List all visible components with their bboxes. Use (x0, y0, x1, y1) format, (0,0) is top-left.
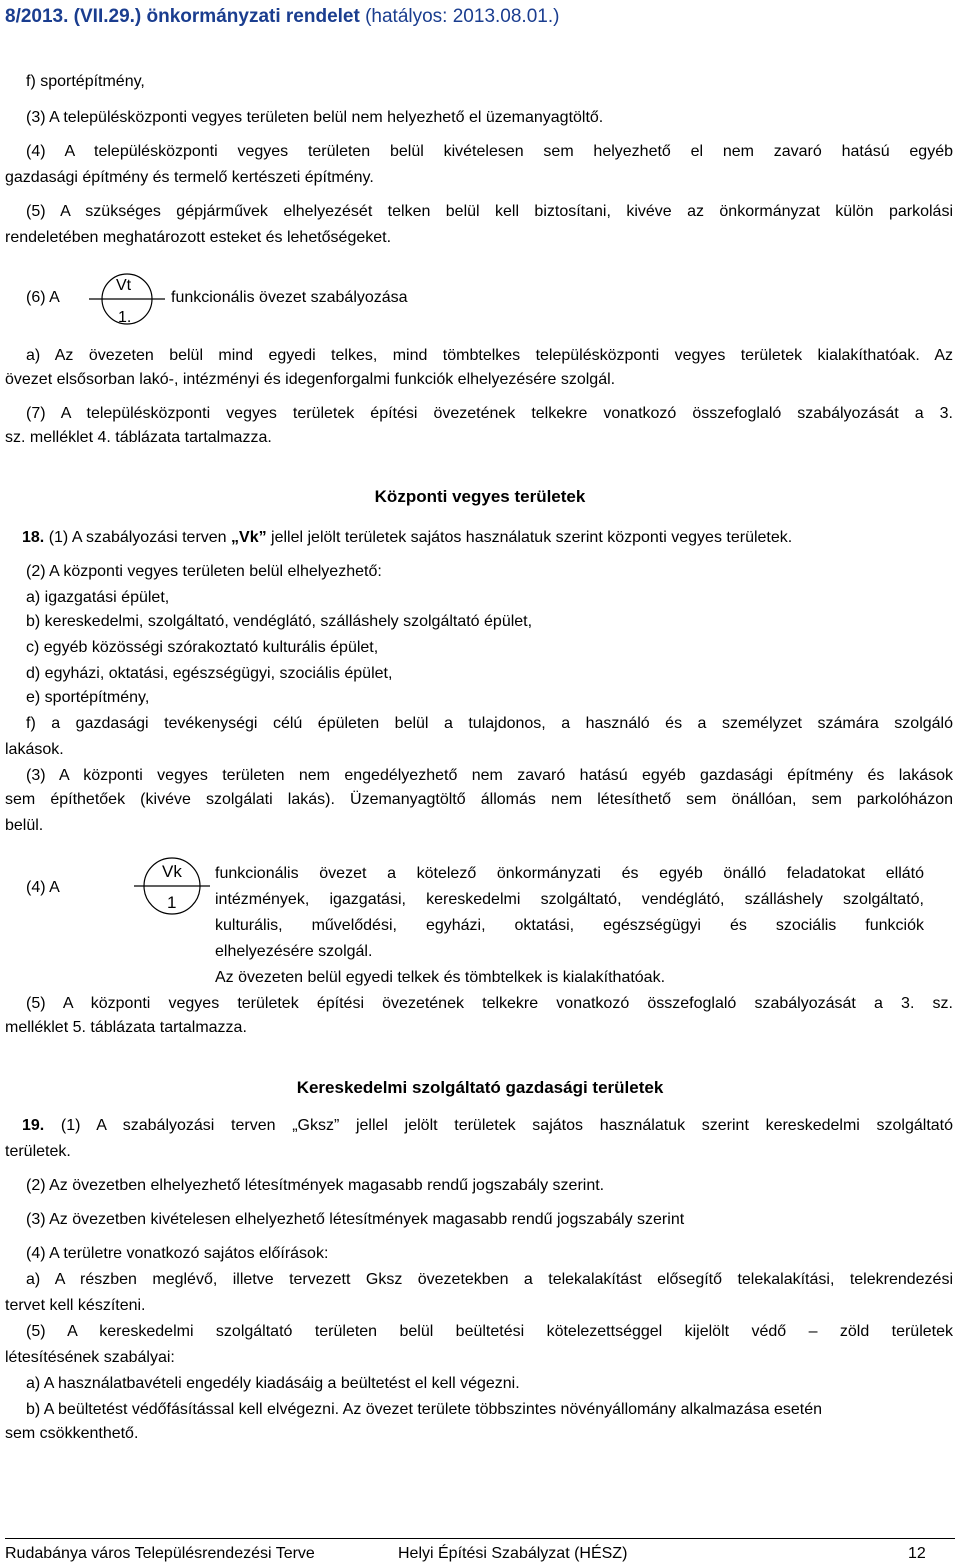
vk-paragraph-3-line1: (3) A központi vegyes területen nem engedélyezhető nem zavaró hatású egyéb gazdasági építmény és lakások (26, 767, 953, 784)
item-f-sport: f) sportépítmény, (26, 73, 145, 90)
heading-vk: Központi vegyes területek (374, 487, 586, 506)
vt-description: funkcionális övezet szabályozása (171, 289, 408, 306)
vt-a-line1: a) Az övezeten belül mind egyedi telkes, mind tömbtelkes településközponti vegyes területek kialakíthatóak. Az (26, 347, 953, 364)
vk-item-f-line2: lakások. (5, 741, 64, 758)
vk-paragraph-3-line2: sem építhetőek (kivéve szolgálati lakás). Üzemanyagtöltő állomás nem létesíthető sem önállóan, sem parkolóházon (5, 791, 953, 808)
header-validity: (hatályos: 2013.08.01.) (359, 6, 560, 27)
vk-item-b: b) kereskedelmi, szolgáltató, vendéglátó, szálláshely szolgáltató épület, (26, 613, 533, 630)
vk-symbol-bottom: 1 (167, 893, 177, 912)
footer-divider (5, 1538, 955, 1539)
vk-item-e: e) sportépítmény, (26, 689, 150, 706)
gksz-paragraph-3: (3) Az övezetben kivételesen elhelyezhető létesítmények magasabb rendű jogszabály szerint (26, 1211, 685, 1228)
gksz-paragraph-4: (4) A területre vonatkozó sajátos előírások: (26, 1245, 329, 1262)
gksz-paragraph-1-line2: területek. (5, 1143, 71, 1160)
vt-symbol-bottom: 1. (118, 309, 132, 326)
paragraph-7-line1: (7) A településközponti vegyes területek építési övezetének telkekre vonatkozó összefoglaló szabályozását a 3. (26, 405, 953, 422)
document-header (5, 6, 559, 28)
vk-item-c: c) egyéb közösségi szórakoztató kulturális épület, (26, 639, 379, 656)
vk-item-f-line1: f) a gazdasági tevékenységi célú épületen belül a tulajdonos, a használó és a személyzet számára szolgáló (26, 715, 953, 732)
vk-p4-line1: funkcionális övezet a kötelező önkormányzati és egyéb önálló feladatokat ellátó (215, 865, 924, 882)
vk-item-d: d) egyházi, oktatási, egészségügyi, szociális épület, (26, 665, 393, 682)
vk-par-number: 18. (22, 529, 45, 546)
gksz-item-5b-line2: sem csökkenthető. (5, 1425, 139, 1442)
vt-a-line2: övezet elsősorban lakó-, intézményi és idegenforgalmi funkciók elhelyezésére szolgál. (5, 371, 616, 388)
paragraph-5-line1: (5) A szükséges gépjárművek elhelyezését telken belül kell biztosítani, kivéve az önkormányzat külön parkolási (26, 203, 953, 220)
paragraph-5-line2: rendeletében meghatározott esteket és lehetőségeket. (5, 229, 392, 246)
gksz-item-4a-line2: tervet kell készíteni. (5, 1297, 146, 1314)
vk-item-a: a) igazgatási épület, (26, 589, 170, 606)
vk-paragraph-5-line2: melléklet 5. táblázata tartalmazza. (5, 1019, 247, 1036)
paragraph-7-line2: sz. melléklet 4. táblázata tartalmazza. (5, 429, 272, 446)
vk-p4-line4: elhelyezésére szolgál. (215, 943, 373, 960)
vk-code: „Vk” (231, 529, 267, 546)
vk-paragraph-5-line1: (5) A központi vegyes területek építési övezetének telkekre vonatkozó összefoglaló szabályozását a 3. sz. (26, 995, 953, 1012)
vk-symbol-top: Vk (162, 862, 182, 881)
vk-paragraph-2: (2) A központi vegyes területen belül elhelyezhető: (26, 563, 382, 580)
heading-gksz: Kereskedelmi szolgáltató gazdasági területek (296, 1078, 664, 1097)
vk-p4-line2: intézmények, igazgatási, kereskedelmi szolgáltató, vendéglátó, szálláshely szolgáltató, (215, 891, 924, 908)
gksz-item-5b-line1: b) A beültetést védőfásítással kell elvégezni. Az övezet területe többszintes növényállomány alkalmazása esetén (26, 1401, 823, 1418)
gksz-par-number: 19. (22, 1117, 45, 1134)
paragraph-4-line1: (4) A településközponti vegyes területen belül kivételesen sem helyezhető el nem zavaró hatású egyéb (26, 143, 953, 160)
footer-plan-title: Rudabánya város Településrendezési Terve (5, 1545, 315, 1562)
gksz-paragraph-5-line1: (5) A kereskedelmi szolgáltató területen belül beültetési kötelezettséggel kijelölt védő – zöld területek (26, 1323, 953, 1340)
vk-p4-prefix: (4) A (26, 879, 60, 896)
gksz-paragraph-2: (2) Az övezetben elhelyezhető létesítmények magasabb rendű jogszabály szerint. (26, 1177, 605, 1194)
gksz-paragraph-1-line1: 19. (1) A szabályozási terven „Gksz” jellel jelölt területek sajátos használatuk szerint kereskedelmi szolgáltató (22, 1117, 953, 1134)
footer-regulation-title: Helyi Építési Szabályzat (HÉSZ) (398, 1545, 628, 1562)
vt-symbol-top: Vt (116, 277, 132, 294)
vt-prefix: (6) A (26, 289, 60, 306)
vk-paragraph-1: 18. (1) A szabályozási terven „Vk” jellel jelölt területek sajátos használatuk szerint központi vegyes területek. (22, 529, 793, 546)
gksz-item-4a-line1: a) A részben meglévő, illetve tervezett Gksz övezetekben a telekalakítást elősegítő telekalakítási, telekrendezési (26, 1271, 953, 1288)
vk-p4-line3: kulturális, művelődési, egyházi, oktatási, egészségügyi és szociális funkciók (215, 917, 924, 934)
gksz-item-5a: a) A használatbavételi engedély kiadásáig a beültetést el kell végezni. (26, 1375, 520, 1392)
gksz-paragraph-5-line2: létesítésének szabályai: (5, 1349, 175, 1366)
paragraph-4-line2: gazdasági építmény és termelő kertészeti építmény. (5, 169, 374, 186)
paragraph-3: (3) A településközponti vegyes területen belül nem helyezhető el üzemanyagtöltő. (26, 109, 604, 126)
header-title: 8/2013. (VII.29.) önkormányzati rendelet (5, 6, 360, 27)
vk-paragraph-3-line3: belül. (5, 817, 44, 834)
footer-page-number: 12 (908, 1545, 926, 1562)
vk-p4-line5: Az övezeten belül egyedi telkek és tömbtelkek is kialakíthatóak. (215, 969, 666, 986)
